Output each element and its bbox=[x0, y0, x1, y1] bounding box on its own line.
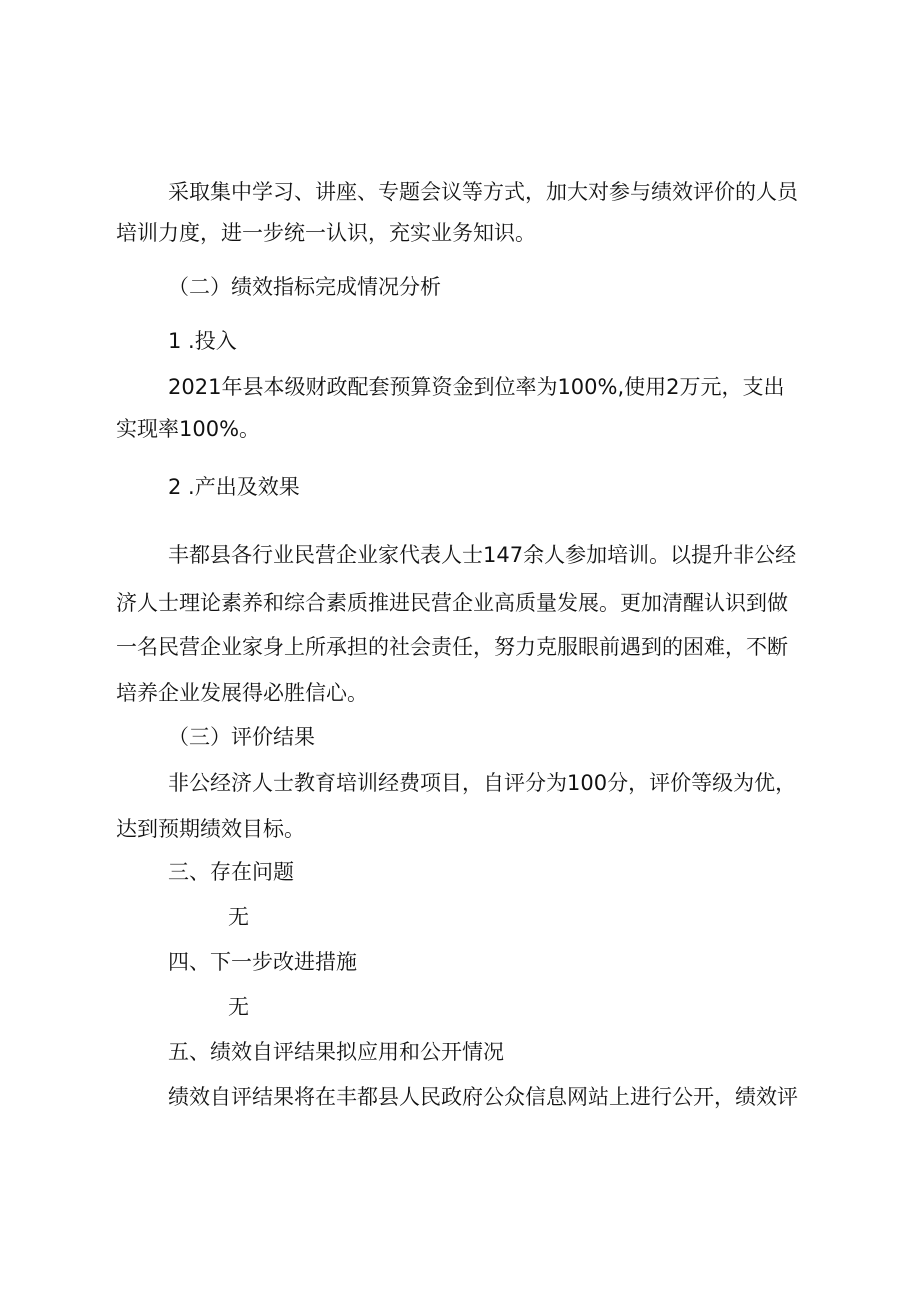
text-none-2: 无 bbox=[228, 995, 249, 1019]
item-1-heading: 1 .投入 bbox=[168, 329, 237, 353]
heading-four: 四、下一步改进措施 bbox=[168, 950, 357, 974]
heading-five: 五、绩效自评结果拟应用和公开情况 bbox=[168, 1040, 504, 1064]
paragraph-input-line-1: 2021年县本级财政配套预算资金到位率为100%,使用2万元，支出 bbox=[168, 375, 785, 399]
paragraph-output-line-3: 一名民营企业家身上所承担的社会责任，努力克服眼前遇到的困难，不断 bbox=[116, 635, 788, 659]
paragraph-training-line-1: 采取集中学习、讲座、专题会议等方式，加大对参与绩效评价的人员 bbox=[168, 180, 798, 204]
paragraph-training-line-2: 培训力度，进一步统一认识，充实业务知识。 bbox=[116, 221, 536, 245]
paragraph-output-line-1: 丰都县各行业民营企业家代表人士147余人参加培训。以提升非公经 bbox=[168, 543, 797, 567]
paragraph-input-line-2: 实现率100%。 bbox=[116, 417, 261, 441]
paragraph-output-line-2: 济人士理论素养和综合素质推进民营企业高质量发展。更加清醒认识到做 bbox=[116, 591, 788, 615]
paragraph-output-line-4: 培养企业发展得必胜信心。 bbox=[116, 681, 368, 705]
paragraph-publish-line-1: 绩效自评结果将在丰都县人民政府公众信息网站上进行公开，绩效评 bbox=[168, 1085, 798, 1109]
text-none-1: 无 bbox=[228, 905, 249, 929]
item-2-heading: 2 .产出及效果 bbox=[168, 475, 300, 499]
section-3-heading: （三）评价结果 bbox=[168, 725, 315, 749]
section-2-heading: （二）绩效指标完成情况分析 bbox=[168, 275, 441, 299]
paragraph-result-line-1: 非公经济人士教育培训经费项目，自评分为100分，评价等级为优， bbox=[168, 771, 797, 795]
heading-three: 三、存在问题 bbox=[168, 860, 294, 884]
paragraph-result-line-2: 达到预期绩效目标。 bbox=[116, 817, 305, 841]
